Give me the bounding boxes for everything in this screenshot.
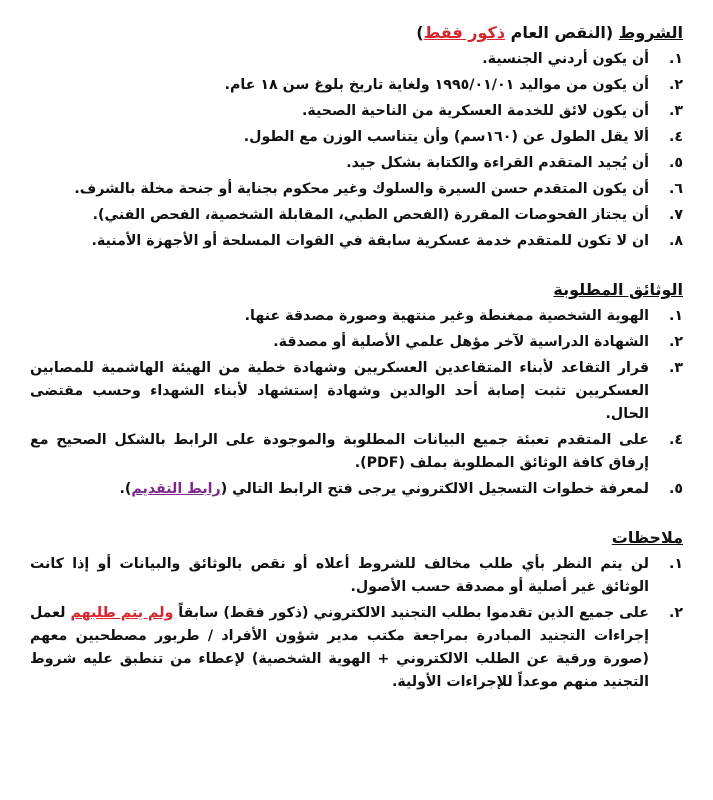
list-item bbox=[30, 126, 683, 149]
list-item bbox=[30, 152, 683, 175]
list-item bbox=[30, 100, 683, 123]
list-item bbox=[30, 178, 683, 201]
item-text: أن يكون لائق للخدمة العسكرية من الناحية الصحية. bbox=[301, 103, 649, 119]
item-number: ١. bbox=[668, 556, 683, 572]
item-number: ٢. bbox=[668, 605, 683, 621]
conditions-heading bbox=[30, 22, 683, 44]
item-text: قرار التقاعد لأبناء المتقاعدين العسكريين وشهادة خطية من الهيئة الهاشمية للمصابين العسكريين تثبت إصابة أحد الوالدين وشهادة إستشهاد لأبناء الشهداء وحسب مقتضى الحال. bbox=[30, 360, 649, 422]
documents-list bbox=[30, 305, 683, 501]
item-text bbox=[30, 602, 649, 694]
notes-list bbox=[30, 553, 683, 694]
item-text-before-link: لمعرفة خطوات التسجيل الالكتروني يرجى فتح الرابط التالي ( bbox=[220, 481, 649, 497]
list-item bbox=[30, 429, 683, 475]
documents-title: الوثائق المطلوبة bbox=[553, 280, 683, 299]
conditions-title-paren-close: ) bbox=[416, 23, 424, 42]
item-number: ٢. bbox=[668, 334, 683, 350]
note-text-before: على جميع الذين تقدموا بطلب التجنيد الالكتروني (ذكور فقط) سابقاً bbox=[173, 605, 649, 621]
documents-section bbox=[30, 279, 683, 501]
note-text-after: لعمل إجراءات التجنيد المبادرة بمراجعة مكتب مدير شؤون الأفراد / طربور مصطحبين معهم (صورة ورقية عن الطلب الالكتروني + الهوية الشخصية) لإعطاء من تنطبق عليه شروط التجنيد منهم موعداً للإجراءات الأولية. bbox=[30, 605, 649, 690]
item-text: أن يكون من مواليد ١٩٩٥/٠١/٠١ ولغاية تاريخ بلوغ سن ١٨ عام. bbox=[224, 77, 649, 93]
list-item bbox=[30, 478, 683, 501]
conditions-title: الشروط bbox=[618, 23, 683, 42]
conditions-title-paren-open: (النقص العام bbox=[505, 23, 619, 42]
item-number: ٨. bbox=[668, 233, 683, 249]
list-item bbox=[30, 204, 683, 227]
item-text: ان لا تكون للمتقدم خدمة عسكرية سابقة في القوات المسلحة أو الأجهزة الأمنية. bbox=[91, 233, 649, 249]
item-text: أن يكون أردني الجنسية. bbox=[482, 51, 649, 67]
notes-heading bbox=[30, 527, 683, 549]
item-number: ٥. bbox=[668, 481, 683, 497]
notes-section bbox=[30, 527, 683, 694]
item-text: الهوية الشخصية ممغنطة وغير منتهية وصورة مصدقة عنها. bbox=[244, 308, 649, 324]
item-text: الشهادة الدراسية لآخر مؤهل علمي الأصلية أو مصدقة. bbox=[273, 334, 649, 350]
item-text: لن يتم النظر بأي طلب مخالف للشروط أعلاه أو نقص بالوثائق والبيانات أو إذا كانت الوثائق غير أصلية أو مصدقة حسب الأصول. bbox=[30, 556, 649, 595]
item-number: ٣. bbox=[668, 360, 683, 376]
conditions-title-highlight: ذكور فقط bbox=[423, 23, 506, 42]
note-highlight: ولم يتم طلبهم bbox=[70, 605, 174, 621]
list-item bbox=[30, 305, 683, 328]
list-item bbox=[30, 553, 683, 599]
conditions-list bbox=[30, 48, 683, 253]
item-number: ١. bbox=[668, 51, 683, 67]
list-item bbox=[30, 74, 683, 97]
item-number: ٤. bbox=[668, 432, 683, 448]
list-item bbox=[30, 602, 683, 694]
item-text-after-link: ). bbox=[119, 481, 132, 497]
item-text bbox=[30, 478, 649, 501]
item-number: ١. bbox=[668, 308, 683, 324]
notes-title: ملاحظات bbox=[611, 528, 683, 547]
item-number: ٣. bbox=[668, 103, 683, 119]
item-number: ٦. bbox=[668, 181, 683, 197]
documents-heading bbox=[30, 279, 683, 301]
list-item bbox=[30, 48, 683, 71]
item-text: ألا يقل الطول عن (١٦٠سم) وأن يتناسب الوزن مع الطول. bbox=[243, 129, 649, 145]
item-number: ٤. bbox=[668, 129, 683, 145]
list-item bbox=[30, 230, 683, 253]
conditions-section bbox=[30, 22, 683, 253]
item-number: ٧. bbox=[668, 207, 683, 223]
apply-link[interactable]: رابط التقديم bbox=[131, 481, 221, 497]
item-number: ٢. bbox=[668, 77, 683, 93]
item-number: ٥. bbox=[668, 155, 683, 171]
list-item bbox=[30, 357, 683, 426]
item-text: أن يكون المتقدم حسن السيرة والسلوك وغير محكوم بجناية أو جنحة مخلة بالشرف. bbox=[74, 181, 649, 197]
item-text: على المتقدم تعبئة جميع البيانات المطلوبة والموجودة على الرابط بالشكل الصحيح مع إرفاق كافة الوثائق المطلوبة بملف (PDF). bbox=[30, 432, 649, 471]
item-text: أن يُجيد المتقدم القراءة والكتابة بشكل جيد. bbox=[346, 155, 649, 171]
item-text: أن يجتاز الفحوصات المقررة (الفحص الطبي، المقابلة الشخصية، الفحص الفني). bbox=[92, 207, 649, 223]
list-item bbox=[30, 331, 683, 354]
